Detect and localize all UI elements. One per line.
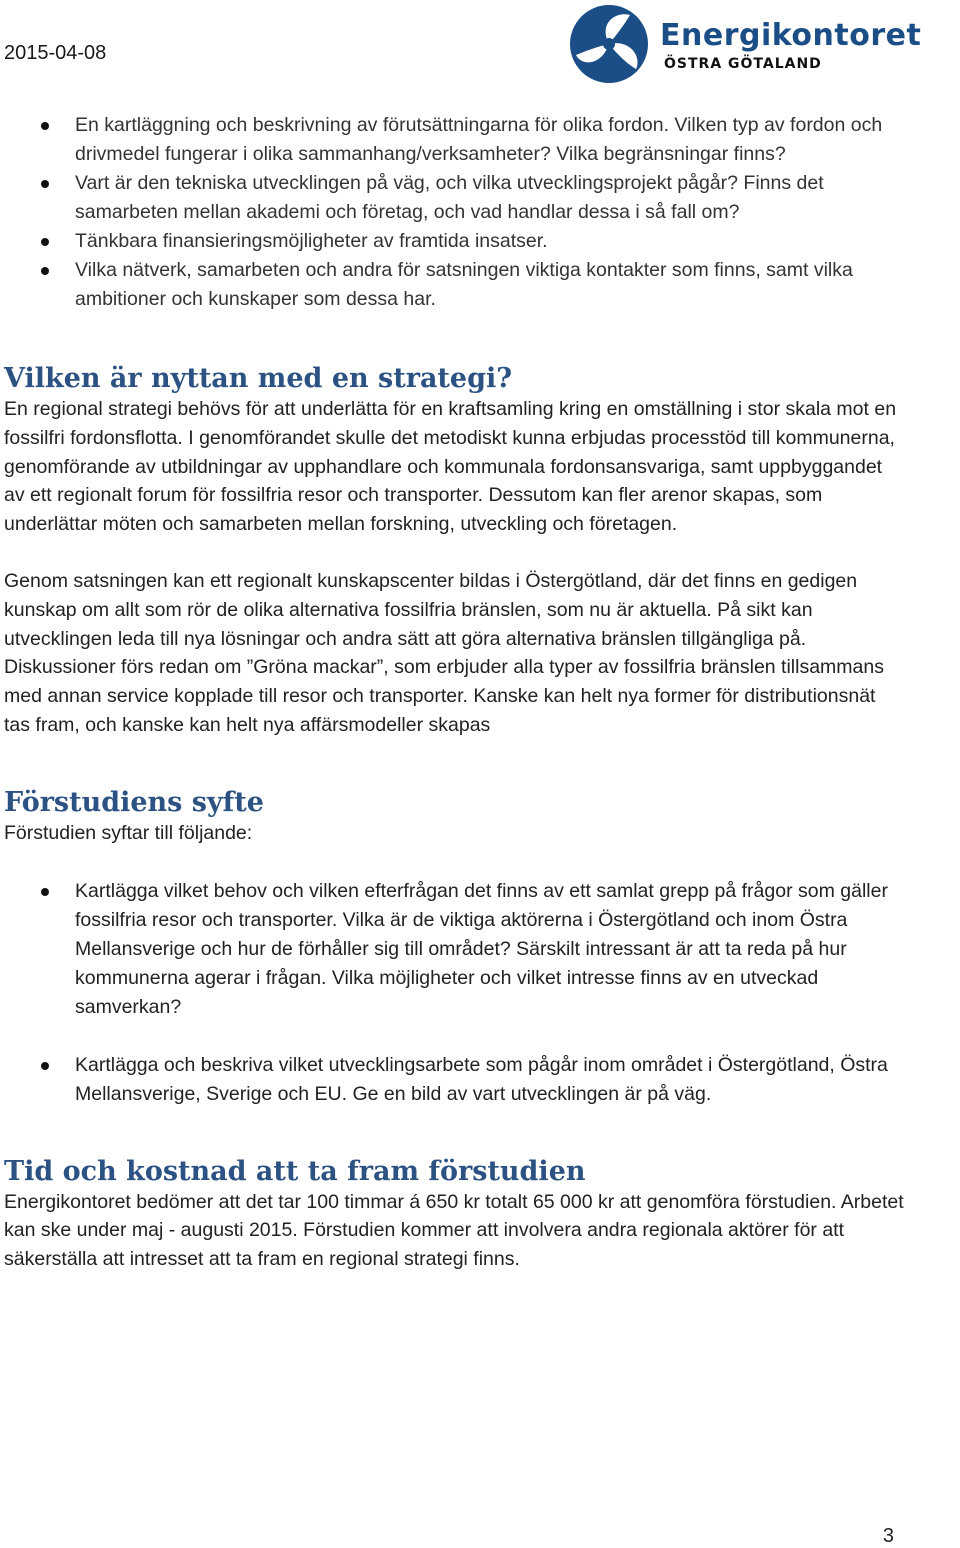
page-number: 3 xyxy=(882,1525,894,1547)
bullet-icon xyxy=(41,180,49,188)
list-item: Vart är den tekniska utvecklingen på väg, och vilka utvecklingsprojekt pågår? Finns det samarbeten mellan akademi och företag, och vad handlar dessa i så fall om? xyxy=(4,169,904,227)
list-item: Kartlägga och beskriva vilket utvecklingsarbete som pågår inom området i Östergötland, Östra Mellansverige, Sverige och EU. Ge en bild av vart utvecklingen är på väg. xyxy=(4,1051,904,1109)
section2-intro: Förstudien syftar till följande: xyxy=(4,821,253,844)
list-item: Tänkbara finansieringsmöjligheter av framtida insatser. xyxy=(4,227,904,256)
section3-paragraph: Energikontoret bedömer att det tar 100 timmar á 650 kr totalt 65 000 kr att genomföra förstudien. Arbetet kan ske under maj - augusti 2015. Förstudien kommer att involvera andra regionala aktörer för att säkerställa att intresset att ta fram en regional strategi finns. xyxy=(4,1190,904,1271)
document-body xyxy=(4,111,904,1274)
section-heading-nyttan: Vilken är nyttan med en strategi? xyxy=(4,363,513,394)
bullet-icon xyxy=(41,122,49,130)
page-date: 2015-04-08 xyxy=(4,42,107,64)
list-item: En kartläggning och beskrivning av förutsättningarna för olika fordon. Vilken typ av fordon och drivmedel fungerar i olika sammanhang/verksamheter? Vilka begränsningar finns? xyxy=(4,111,904,169)
section-heading-syfte: Förstudiens syfte xyxy=(4,786,264,818)
bullet-list-1 xyxy=(4,111,904,314)
section-heading-tid-kostnad: Tid och kostnad att ta fram förstudien xyxy=(4,1155,586,1187)
logo-subtitle: ÖSTRA GÖTALAND xyxy=(664,56,822,72)
section1-paragraph-2: Genom satsningen kan ett regionalt kunskapscenter bildas i Östergötland, där det finns en gedigen kunskap om allt som rör de olika alternativa fossilfria bränslen, som nu är aktuella. På sikt kan utvecklingen leda till nya lösningar och andra sätt att göra alternativa bränslen tillgängliga på. Diskussioner förs redan om ”Gröna mackar”, som erbjuder alla typer av fossilfria bränslen tillsammans med annan service kopplade till resor och transporter. Kanske kan helt nya former för distributionsnät tas fram, och kanske kan helt nya affärsmodeller skapas xyxy=(4,569,884,736)
bullet-icon xyxy=(41,1062,49,1070)
list-item: Kartlägga vilket behov och vilken efterfrågan det finns av ett samlat grepp på frågor som gäller fossilfria resor och transporter. Vilka är de viktiga aktörerna i Östergötland och inom Östra Mellansverige och hur de förhåller sig till området? Särskilt intressant är att ta reda på hur kommunerna agerar i frågan. Vilka möjligheter och vilket intresse finns av en utveckad samverkan? xyxy=(4,877,904,1022)
bullet-icon xyxy=(41,238,49,246)
energikontoret-logo xyxy=(566,0,960,88)
bullet-icon xyxy=(41,888,49,896)
list-item: Vilka nätverk, samarbeten och andra för satsningen viktiga kontakter som finns, samt vilka ambitioner och kunskaper som dessa har. xyxy=(4,256,904,314)
logo-name: Energikontoret xyxy=(660,18,922,53)
section1-paragraph-1: En regional strategi behövs för att underlätta för en kraftsamling kring en omställning i stor skala mot en fossilfri fordonsflotta. I genomförandet skulle det metodiskt kunna erbjudas processtöd till kommunerna, genomförande av utbildningar av upphandlare och kommunala fordonsansvariga, samt uppbyggandet av ett regionalt forum för fossilfria resor och transporter. Dessutom kan fler arenor skapas, som underlättar möten och samarbeten mellan forskning, utveckling och företagen. xyxy=(4,398,897,536)
logo-mark-icon xyxy=(568,3,650,85)
bullet-icon xyxy=(41,267,49,275)
bullet-list-2 xyxy=(4,877,904,1109)
